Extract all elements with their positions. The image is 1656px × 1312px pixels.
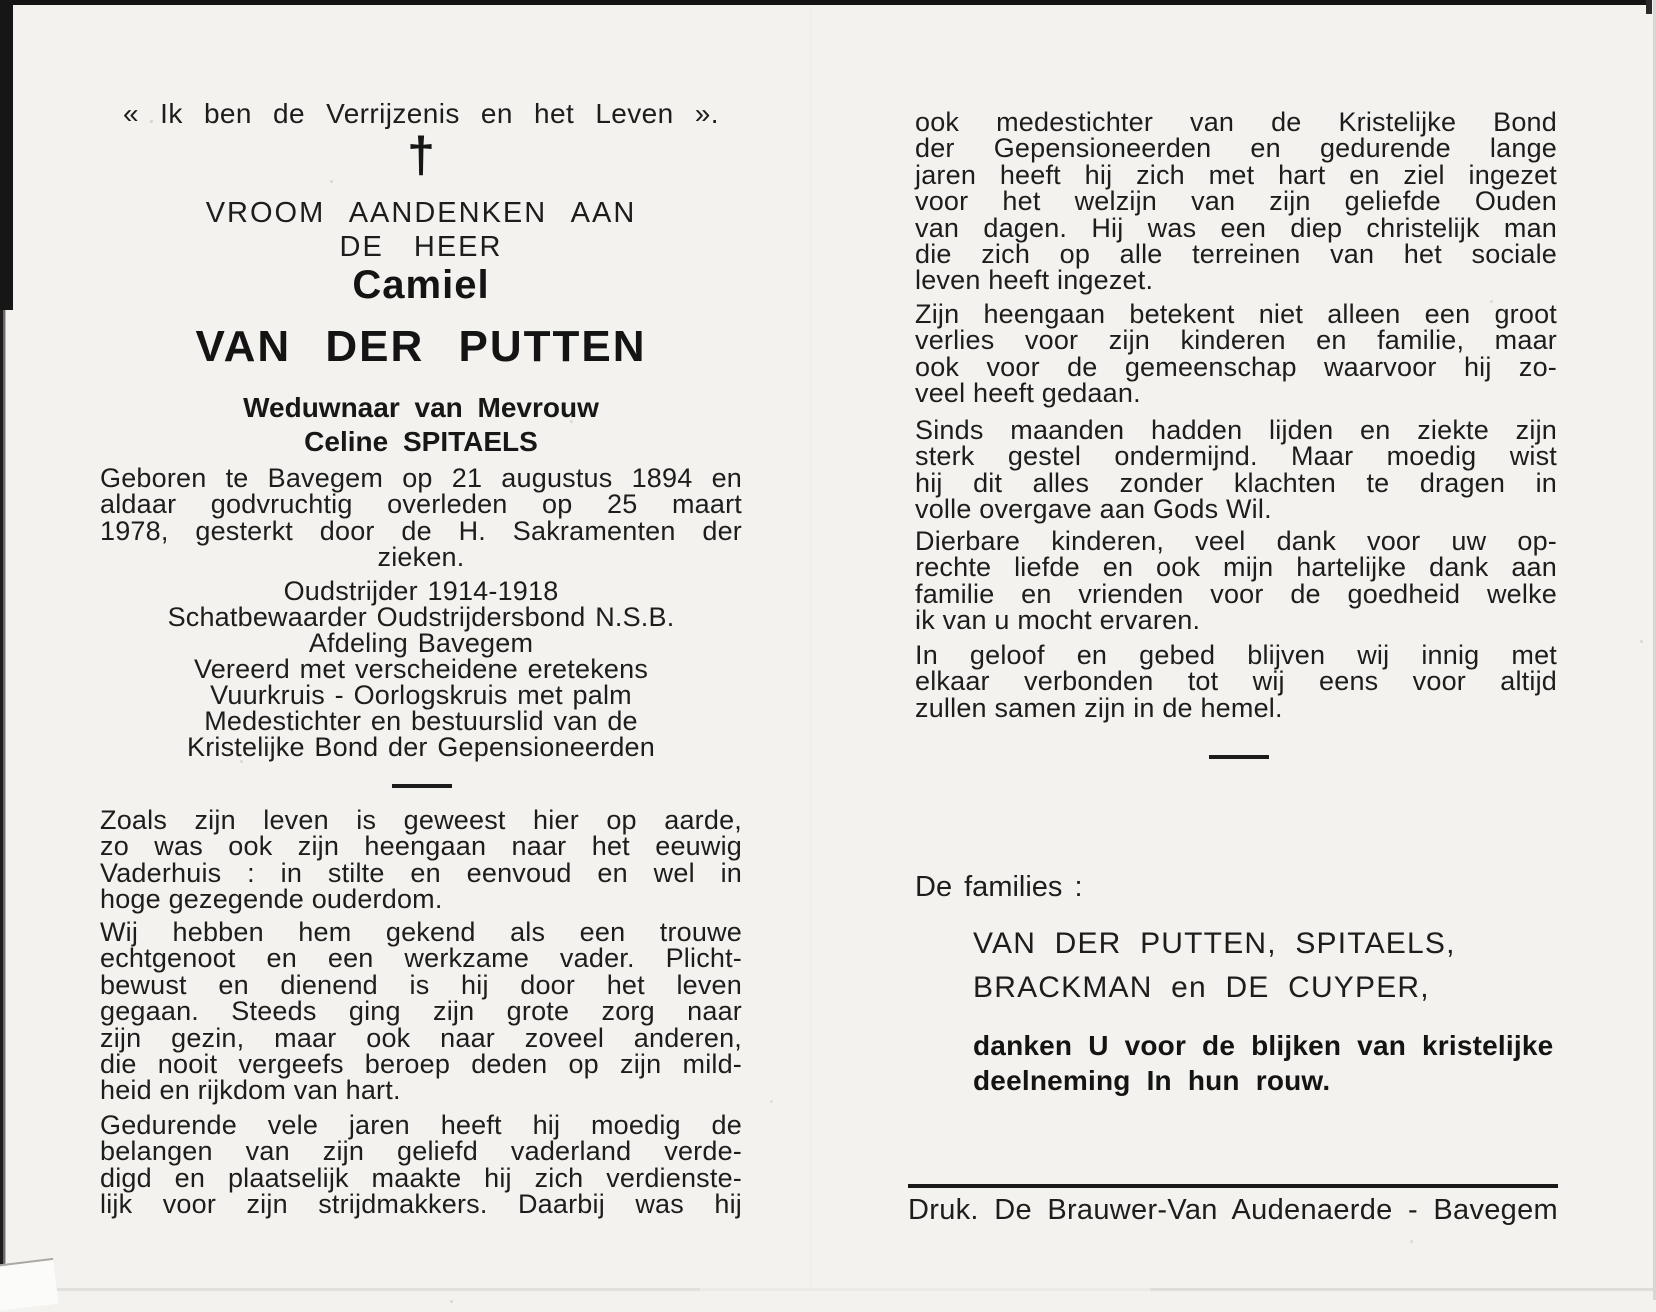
text-line: voor het welzijn van zijn geliefde Ouden [915, 186, 1557, 217]
latin-cross-icon: † [407, 127, 435, 183]
text-line: rechte liefde en ook mijn hartelijke dank aan [915, 552, 1557, 583]
text-line: zo was ook zijn heengaan naar het eeuwig [100, 831, 742, 862]
resurrection-quote: « Ik ben de Verrijzenis en het Leven ». [123, 98, 719, 129]
text-line: VAN DER PUTTEN, SPITAELS, [973, 927, 1456, 960]
text-line: zullen samen zijn in de hemel. [915, 692, 1283, 723]
text-line: Zoals zijn leven is geweest hier op aarde, [100, 805, 742, 835]
text-line: Geboren te Bavegem op 21 augustus 1894 en [100, 463, 742, 493]
text-line: 1978, gesterkt door de H. Sakramenten der [100, 515, 742, 546]
text-line: jaren heeft hij zich met hart en ziel ingezet [915, 159, 1557, 190]
printer-imprint [908, 1194, 1558, 1227]
honors-list [100, 578, 742, 760]
loss-paragraph [915, 301, 1557, 407]
text-line: bewust en dienend is hij door het leven [100, 969, 742, 1000]
text-line: gegaan. Steeds ging zijn grote zorg naar [100, 996, 742, 1027]
section-divider-dash-left [392, 784, 452, 788]
life-paragraph-2 [100, 919, 742, 1104]
text-line: hij dit alles zonder klachten te dragen in [915, 467, 1557, 498]
text-line: zijn gezin, maar ook naar zoveel anderen, [100, 1022, 742, 1053]
widower-of-label: Weduwnaar van Mevrouw [243, 392, 599, 423]
text-line: volle overgave aan Gods Wil. [915, 494, 1272, 525]
text-line: Medestichter en bestuurslid van de [204, 706, 638, 736]
illness-paragraph [915, 417, 1557, 523]
text-line: leven heeft ingezet. [915, 265, 1154, 296]
section-divider-dash-right [1209, 755, 1269, 759]
thanks-children-paragraph [915, 528, 1557, 634]
text-line: der Gepensioneerden en gedurende lange [915, 133, 1557, 164]
scan-edge-left-upper [0, 0, 13, 310]
text-line: Oudstrijder 1914-1918 [283, 576, 559, 606]
birth-death-paragraph [100, 465, 742, 571]
honorific-line: DE HEER [339, 231, 503, 263]
memorial-intro-line: VROOM AANDENKEN AAN [205, 197, 637, 229]
text-line: Vereerd met verscheidene eretekens [193, 654, 649, 684]
scan-edge-top-tick [1646, 0, 1652, 14]
family-names [973, 922, 1456, 1010]
text-line: Dierbare kinderen, veel dank voor uw op- [915, 526, 1557, 556]
scan-paper-curl [0, 1258, 59, 1312]
text-line: belangen van zijn geliefd vaderland verde- [100, 1136, 742, 1167]
text-line: danken U voor de blijken van kristelijke [973, 1030, 1554, 1061]
text-line: Wij hebben hem gekend als een trouwe [100, 917, 742, 947]
text-line: van dagen. Hij was een diep christelijk man [915, 212, 1557, 243]
deceased-last-name: VAN DER PUTTEN [195, 322, 647, 371]
scan-edge-bottom [0, 1288, 1656, 1291]
text-line: zieken. [377, 542, 465, 573]
text-line: die nooit vergeefs beroep deden op zijn mild- [100, 1049, 742, 1080]
text-line: familie en vrienden voor de goedheid welke [915, 578, 1557, 609]
text-line: Kristelijke Bond der Gepensioneerden [187, 732, 655, 762]
text-line: Sinds maanden hadden lijden en ziekte zijn [915, 415, 1557, 445]
text-line: Gedurende vele jaren heeft hij moedig de [100, 1110, 742, 1140]
text-line: ook medestichter van de Kristelijke Bond [915, 107, 1557, 137]
text-line: die zich op alle terreinen van het sociale [915, 239, 1557, 270]
text-line: veel heeft gedaan. [915, 378, 1141, 409]
text-line: lijk voor zijn strijdmakkers. Daarbij was hij [100, 1189, 742, 1220]
printer-imprint-text: Druk. De Brauwer-Van Audenaerde - Bavegem [908, 1194, 1558, 1226]
text-line: Vuurkruis - Oorlogskruis met palm [210, 680, 632, 710]
life-paragraph-3 [100, 1112, 742, 1218]
life-paragraph-1 [100, 807, 742, 913]
spouse-name: Celine SPITAELS [304, 426, 538, 457]
text-line: aldaar godvruchtig overleden op 25 maart [100, 489, 742, 520]
faith-paragraph [915, 642, 1557, 721]
text-line: echtgenoot en een werkzame vader. Plicht- [100, 943, 742, 974]
families-label: De families : [915, 871, 1083, 903]
text-line: ook voor de gemeenschap waarvoor hij zo- [915, 351, 1557, 382]
text-line: deelneming In hun rouw. [973, 1065, 1331, 1096]
text-line: hoge gezegende ouderdom. [100, 884, 443, 915]
text-line: heid en rijkdom van hart. [100, 1075, 401, 1106]
text-line: elkaar verbonden tot wij eens voor altijd [915, 666, 1557, 697]
card-fold-crease [810, 8, 813, 1288]
text-line: In geloof en gebed blijven wij innig met [915, 640, 1557, 670]
condolence-thanks [973, 1028, 1553, 1098]
text-line: BRACKMAN en DE CUYPER, [973, 971, 1430, 1004]
text-line: Vaderhuis : in stilte en eenvoud en wel in [100, 857, 742, 888]
deceased-first-name: Camiel [352, 263, 490, 307]
text-line: sterk gestel ondermijnd. Maar moedig wist [915, 441, 1557, 472]
text-line: digd en plaatselijk maakte hij zich verdienste- [100, 1162, 742, 1193]
text-line: Schatbewaarder Oudstrijdersbond N.S.B. [167, 602, 675, 632]
printer-divider-rule [908, 1184, 1558, 1188]
continuation-paragraph-1 [915, 109, 1557, 294]
text-line: Zijn heengaan betekent niet alleen een groot [915, 299, 1557, 329]
scan-edge-top [0, 0, 1652, 5]
text-line: verlies voor zijn kinderen en familie, maar [915, 325, 1557, 356]
text-line: Afdeling Bavegem [308, 628, 534, 658]
text-line: ik van u mocht ervaren. [915, 605, 1201, 636]
